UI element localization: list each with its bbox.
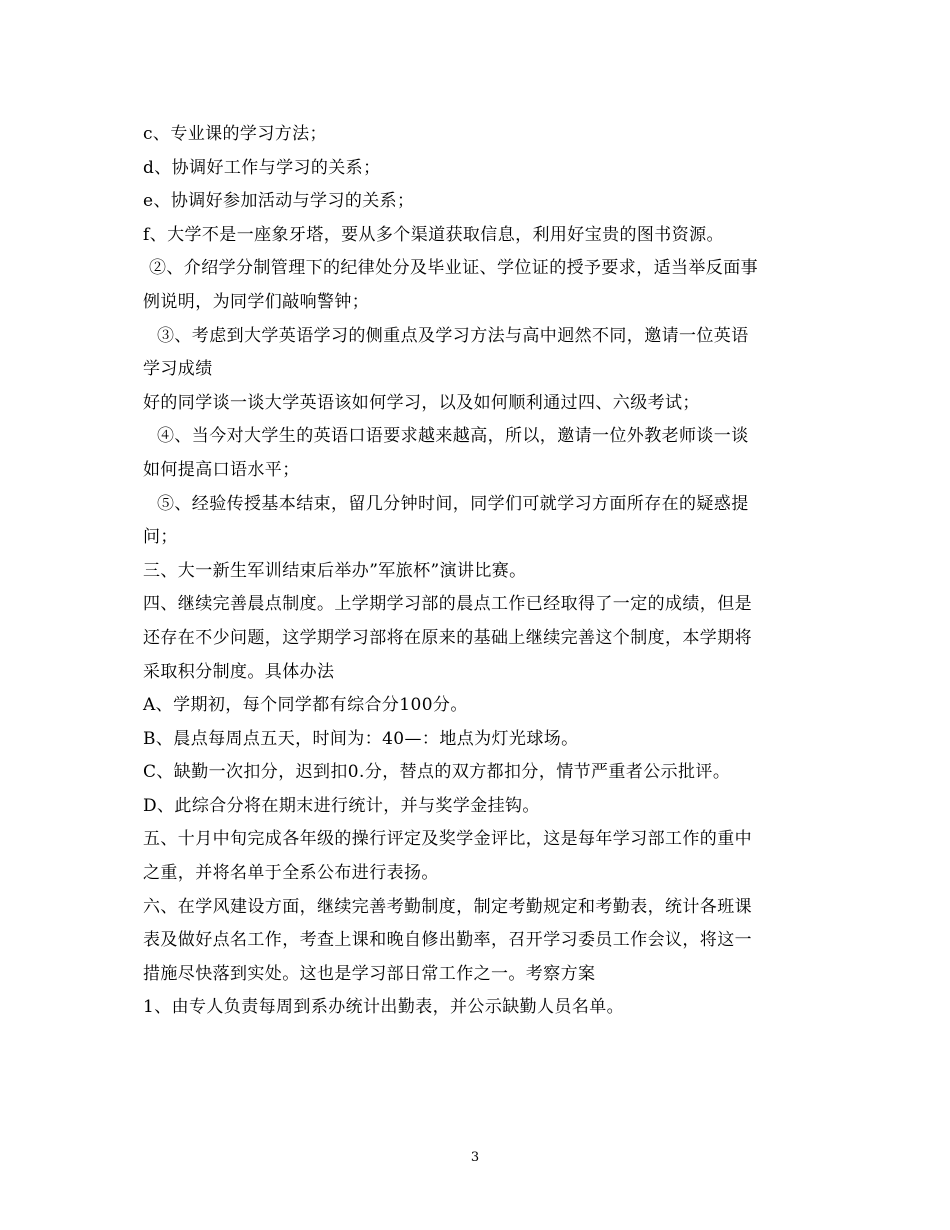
text-line: 如何提高口语水平； xyxy=(143,459,300,480)
text-line: c、专业课的学习方法； xyxy=(143,124,327,144)
text-line: 表及做好点名工作，考查上课和晚自修出勤率，召开学习委员工作会议，将这一 xyxy=(143,930,752,951)
text-line: e、协调好参加活动与学习的关系； xyxy=(143,191,415,212)
text-line: 学习成绩 xyxy=(143,359,213,380)
text-line: d、协调好工作与学习的关系； xyxy=(143,157,381,178)
text-line: ④、当今对大学生的英语口语要求越来越高，所以，邀请一位外教老师谈一谈 xyxy=(157,426,749,447)
document-body xyxy=(143,118,808,1025)
text-line: 1、由专人负责每周到系办统计出勤表，并公示缺勤人员名单。 xyxy=(143,997,625,1018)
text-line: ⑤、经验传授基本结束，留几分钟时间，同学们可就学习方面所存在的疑惑提 xyxy=(157,493,749,514)
text-line: 采取积分制度。具体办法 xyxy=(143,661,335,682)
text-line: 措施尽快落到实处。这也是学习部日常工作之一。考察方案 xyxy=(143,963,596,984)
text-line: A、学期初，每个同学都有综合分100分。 xyxy=(143,695,468,716)
page-number: 3 xyxy=(470,1150,480,1165)
text-line: B、晨点每周点五天，时间为：40—：地点为灯光球场。 xyxy=(143,728,579,749)
text-line: f、大学不是一座象牙塔，要从多个渠道获取信息，利用好宝贵的图书资源。 xyxy=(143,224,724,245)
text-line: C、缺勤一次扣分，迟到扣0.分，替点的双方都扣分，情节严重者公示批评。 xyxy=(143,762,731,783)
text-line: 还存在不少问题，这学期学习部将在原来的基础上继续完善这个制度，本学期将 xyxy=(143,627,752,648)
text-line: 例说明，为同学们敲响警钟； xyxy=(143,291,370,312)
text-line: D、此综合分将在期末进行统计，并与奖学金挂钩。 xyxy=(143,795,540,816)
text-line: 问； xyxy=(143,527,178,548)
text-line: 之重，并将名单于全系公布进行表扬。 xyxy=(143,863,439,884)
text-line: 好的同学谈一谈大学英语该如何学习，以及如何顺利通过四、六级考试； xyxy=(143,392,700,413)
text-line: ③、考虑到大学英语学习的侧重点及学习方法与高中迥然不同，邀请一位英语 xyxy=(157,325,749,346)
text-line: 五、十月中旬完成各年级的操行评定及奖学金评比，这是每年学习部工作的重中 xyxy=(143,829,752,850)
text-line: ②、介绍学分制管理下的纪律处分及毕业证、学位证的授予要求，适当举反面事 xyxy=(149,258,758,279)
text-line: 六、在学风建设方面，继续完善考勤制度，制定考勤规定和考勤表，统计各班课 xyxy=(143,896,752,917)
text-line: 三、大一新生军训结束后举办”军旅杯”演讲比赛。 xyxy=(143,560,527,581)
text-line: 四、继续完善晨点制度。上学期学习部的晨点工作已经取得了一定的成绩，但是 xyxy=(143,594,752,615)
